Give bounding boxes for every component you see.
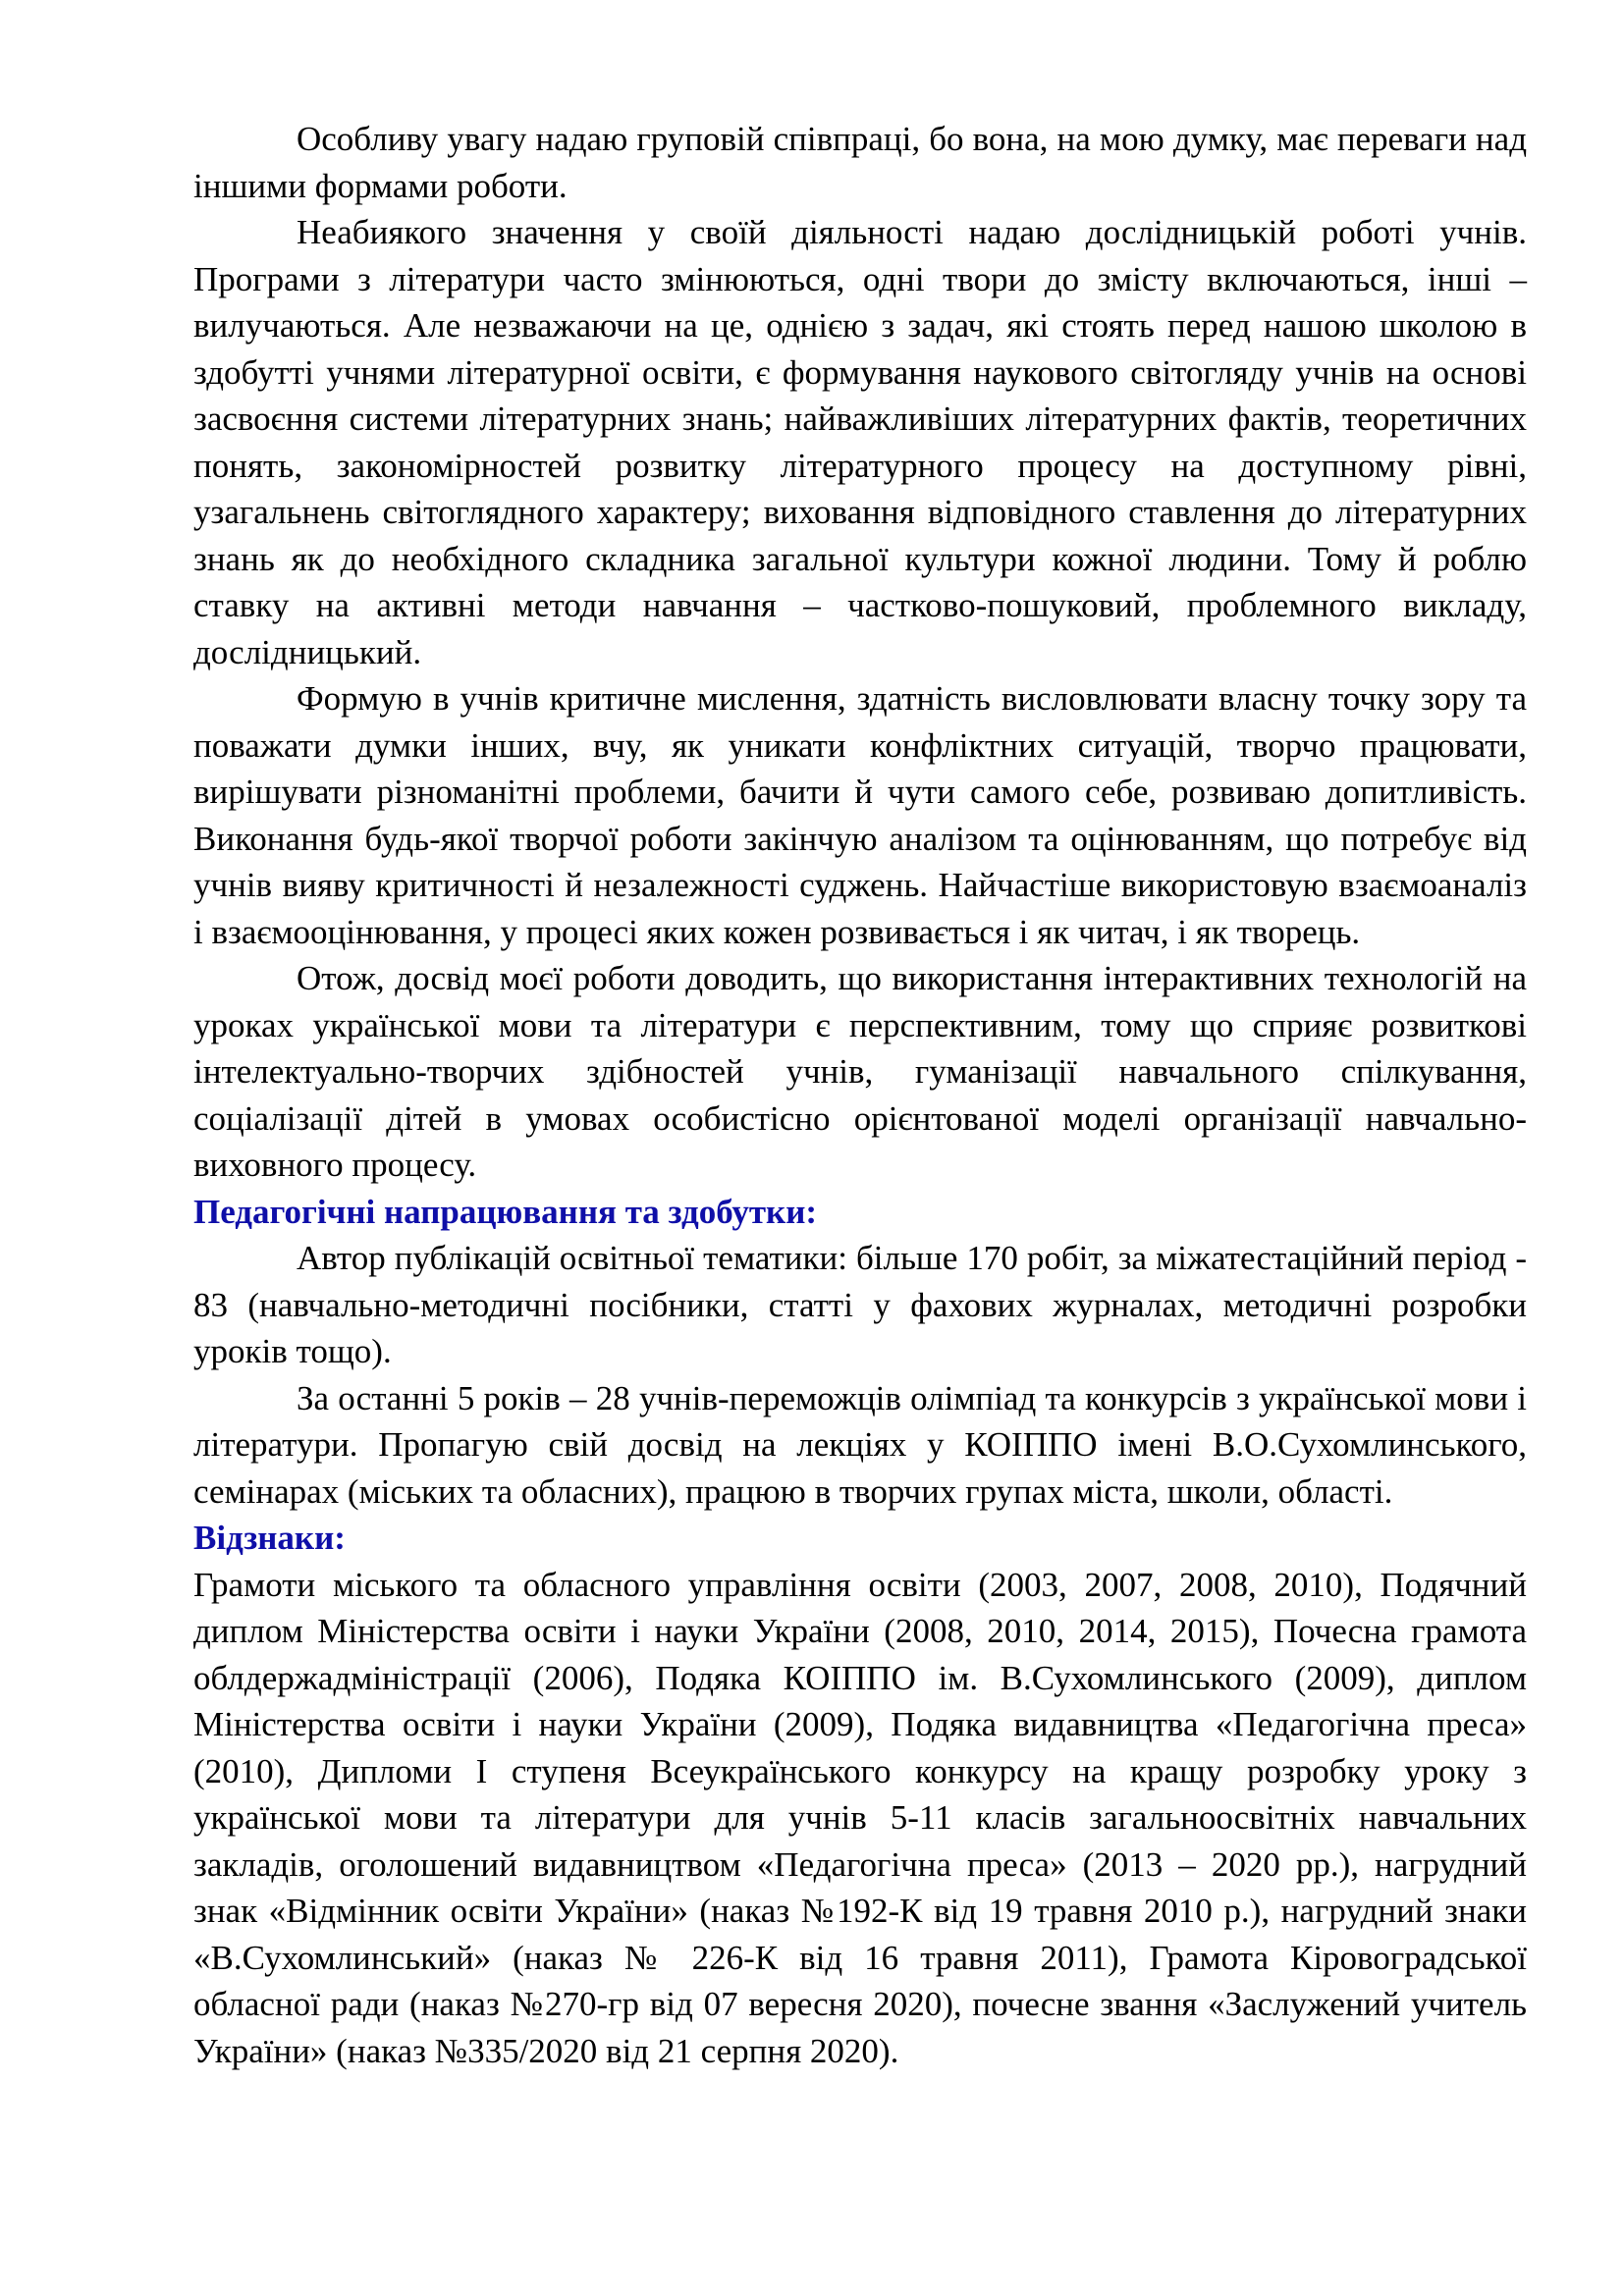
paragraph-group-work: Особливу увагу надаю груповій співпраці, бо вона, на мою думку, має переваги над іншими формами роботи. — [193, 120, 1527, 205]
achievements-heading: Педагогічні напрацювання та здобутки: — [193, 1192, 818, 1231]
paragraph-conclusion: Отож, досвід моєї роботи доводить, що використання інтерактивних технологій на уроках української мови та літератури є перспективним, тому що сприяє розвиткові інтелектуально-творчих здібностей учнів, гуманізації навчального спілкування, соціалізації дітей в умовах особистісно орієнтованої моделі організації навчально-виховного процесу. — [193, 959, 1527, 1184]
paragraph-critical-thinking: Формую в учнів критичне мислення, здатність висловлювати власну точку зору та поважати думки інших, вчу, як уникати конфліктних ситуацій, творчо працювати, вирішувати різноманітні проблеми, бачити й чути самого себе, розвиваю допитливість. Виконання будь-якої творчої роботи закінчую аналізом та оцінюванням, що потребує від учнів вияву критичності й незалежності суджень. Найчастіше використовую взаємоаналіз і взаємооцінювання, у процесі яких кожен розвивається і як читач, і як творець. — [193, 679, 1527, 951]
awards-heading: Відзнаки: — [193, 1519, 346, 1557]
paragraph-awards-list: Грамоти міського та обласного управління освіти (2003, 2007, 2008, 2010), Подячний диплом Міністерства освіти і науки України (2008, 2010, 2014, 2015), Почесна грамота облдержадміністрації (2006), Подяка КОІППО ім. В.Сухомлинського (2009), диплом Міністерства освіти і науки України (2009), Подяка видавництва «Педагогічна преса» (2010), Дипломи І ступеня Всеукраїнського конкурсу на кращу розробку уроку з української мови та літератури для учнів 5-11 класів загальноосвітніх навчальних закладів, оголошений видавництвом «Педагогічна преса» (2013 – 2020 рр.), нагрудний знак «Відмінник освіти України» (наказ №192-К від 19 травня 2010 р.), нагрудний знаки «В.Сухомлинський» (наказ № 226-К від 16 травня 2011), Грамота Кіровоградської обласної ради (наказ №270-гр від 07 вересня 2020), почесне звання «Заслужений учитель України» (наказ №335/2020 від 21 серпня 2020). — [193, 1565, 1527, 2070]
paragraph-research-work: Неабиякого значення у своїй діяльності надаю дослідницькій роботі учнів. Програми з літератури часто змінюються, одні твори до змісту включаються, інші – вилучаються. Але незважаючи на це, однією з задач, які стоять перед нашою школою в здобутті учнями літературної освіти, є формування наукового світогляду учнів на основі засвоєння системи літературних знань; найважливіших літературних фактів, теоретичних понять, закономірностей розвитку літературного процесу на доступному рівні, узагальнень світоглядного характеру; виховання відповідного ставлення до літературних знань як до необхідного складника загальної культури кожної людини. Тому й роблю ставку на активні методи навчання – частково-пошуковий, проблемного викладу, дослідницький. — [193, 213, 1527, 671]
paragraph-publications: Автор публікацій освітньої тематики: більше 170 робіт, за міжатестаційний період - 83 (навчально-методичні посібники, статті у фахових журналах, методичні розробки уроків тощо). — [193, 1239, 1527, 1370]
paragraph-olympiad-winners: За останні 5 років – 28 учнів-переможців олімпіад та конкурсів з української мови і літератури. Пропагую свій досвід на лекціях у КОІППО імені В.О.Сухомлинського, семінарах (міських та обласних), працюю в творчих групах міста, школи, області. — [193, 1378, 1527, 1511]
document-page — [193, 116, 1527, 2074]
